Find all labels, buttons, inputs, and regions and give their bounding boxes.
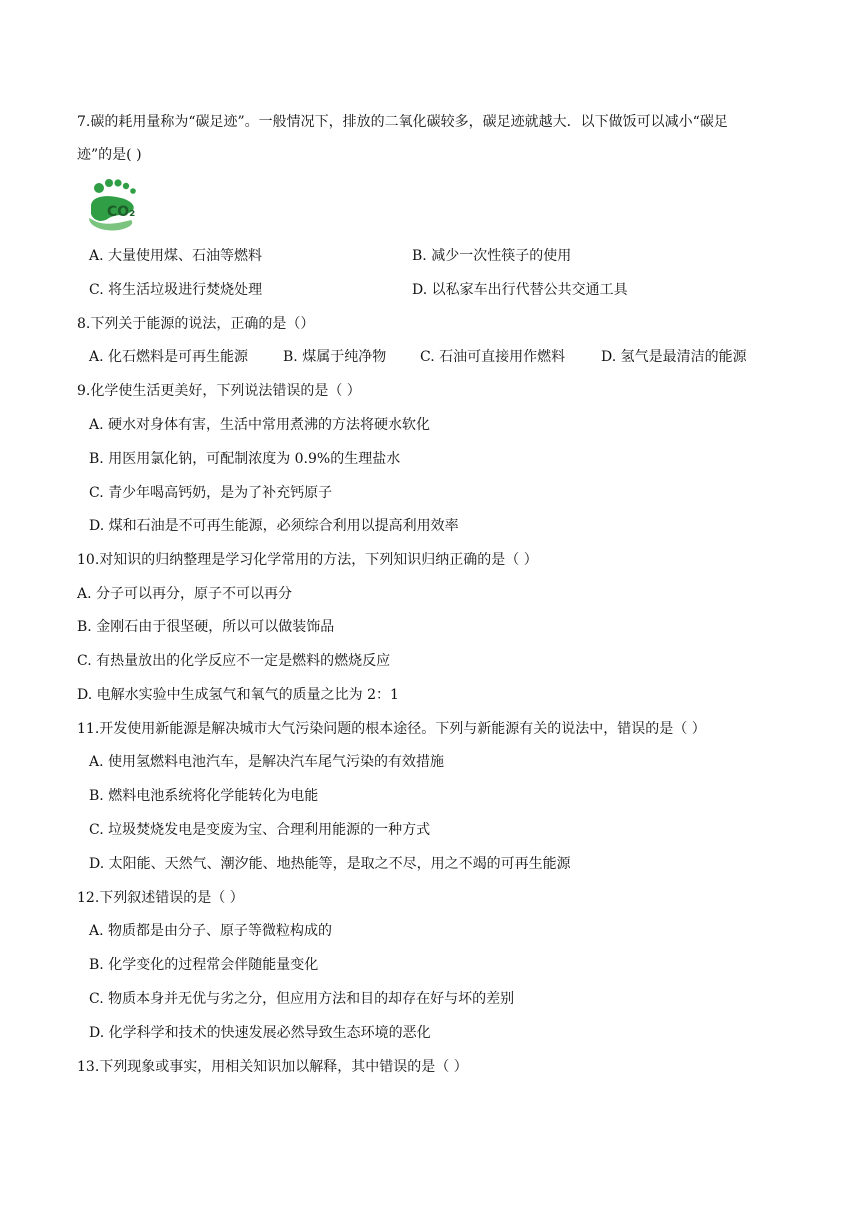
q11-stem: 11.开发使用新能源是解决城市大气污染问题的根本途径。下列与新能源有关的说法中，错误的是（ ） — [77, 721, 706, 737]
q8-option-d: D. 氢气是最清洁的能源 — [601, 349, 747, 365]
carbon-footprint-logo — [85, 176, 143, 234]
q9-option-b: B. 用医用氯化钠，可配制浓度为 0.9%的生理盐水 — [89, 451, 401, 467]
q12-stem: 12.下列叙述错误的是（ ） — [77, 890, 244, 906]
q10-option-c: C. 有热量放出的化学反应不一定是燃料的燃烧反应 — [77, 653, 391, 669]
q10-option-d: D. 电解水实验中生成氢气和氧气的质量之比为 2：1 — [77, 687, 399, 703]
q8-option-b: B. 煤属于纯净物 — [283, 349, 387, 365]
q7-stem-line1: 7.碳的耗用量称为“碳足迹”。一般情况下，排放的二氧化碳较多，碳足迹就越大．以下做饭可以减小“碳足 — [77, 114, 728, 130]
q12-option-b: B. 化学变化的过程常会伴随能量变化 — [89, 957, 319, 973]
q12-option-a: A. 物质都是由分子、原子等微粒构成的 — [89, 923, 333, 939]
q11-option-c: C. 垃圾焚烧发电是变废为宝、合理利用能源的一种方式 — [89, 822, 431, 838]
q13-stem: 13.下列现象或事实，用相关知识加以解释，其中错误的是（ ） — [77, 1059, 468, 1075]
q7-option-a: A. 大量使用煤、石油等燃料 — [89, 248, 263, 264]
q8-stem: 8.下列关于能源的说法，正确的是（） — [77, 316, 315, 332]
q11-option-a: A. 使用氢燃料电池汽车，是解决汽车尾气污染的有效措施 — [89, 754, 445, 770]
q9-option-c: C. 青少年喝高钙奶，是为了补充钙原子 — [89, 485, 333, 501]
q7-option-d: D. 以私家车出行代替公共交通工具 — [412, 282, 628, 298]
q9-stem: 9.化学使生活更美好，下列说法错误的是（ ） — [77, 383, 361, 399]
q9-option-d: D. 煤和石油是不可再生能源，必须综合利用以提高利用效率 — [89, 518, 459, 534]
q7-option-b: B. 减少一次性筷子的使用 — [412, 248, 572, 264]
q8-option-a: A. 化石燃料是可再生能源 — [89, 349, 249, 365]
q12-option-d: D. 化学科学和技术的快速发展必然导致生态环境的恶化 — [89, 1025, 431, 1041]
q12-option-c: C. 物质本身并无优与劣之分，但应用方法和目的却存在好与坏的差别 — [89, 991, 515, 1007]
q7-option-c: C. 将生活垃圾进行焚烧处理 — [89, 282, 263, 298]
q11-option-b: B. 燃料电池系统将化学能转化为电能 — [89, 788, 319, 804]
q10-stem: 10.对知识的归纳整理是学习化学常用的方法，下列知识归纳正确的是（ ） — [77, 552, 538, 568]
q11-option-d: D. 太阳能、天然气、潮汐能、地热能等，是取之不尽，用之不竭的可再生能源 — [89, 856, 571, 872]
q10-option-b: B. 金刚石由于很坚硬，所以可以做装饰品 — [77, 619, 335, 635]
co2-label: CO₂ — [107, 204, 136, 220]
q10-option-a: A. 分子可以再分，原子不可以再分 — [77, 586, 293, 602]
q7-stem-line2: 迹”的是( ) — [77, 147, 142, 163]
q8-option-c: C. 石油可直接用作燃料 — [420, 349, 566, 365]
q9-option-a: A. 硬水对身体有害，生活中常用煮沸的方法将硬水软化 — [89, 417, 431, 433]
